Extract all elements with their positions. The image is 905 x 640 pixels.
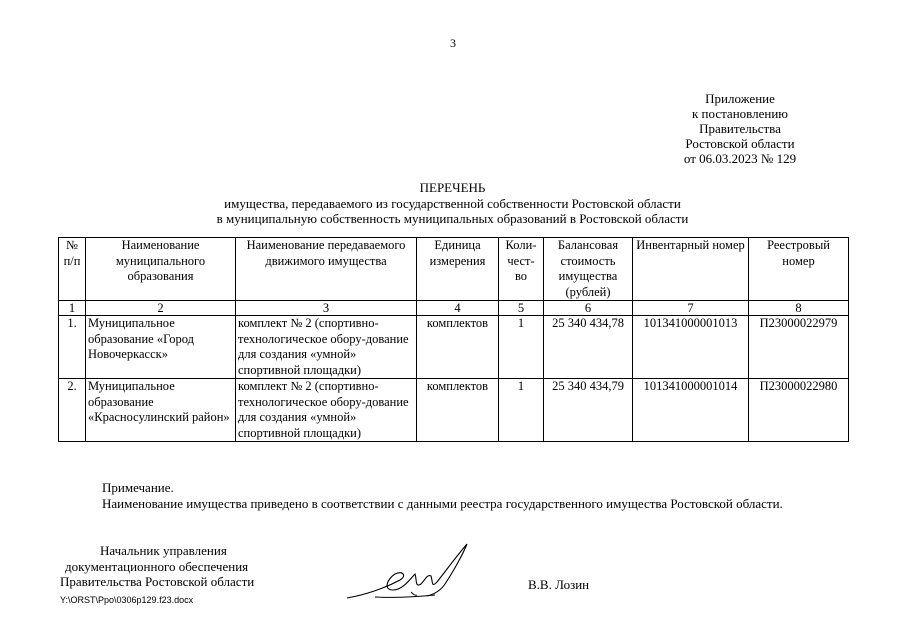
appendix-line: Правительства xyxy=(699,121,781,136)
column-number: 2 xyxy=(86,301,236,316)
column-number: 7 xyxy=(633,301,749,316)
property-cell: комплект № 2 (спортивно-технологическое обору-дование для создания «умной» спортивной площадки) xyxy=(236,316,417,379)
column-number: 5 xyxy=(499,301,544,316)
property-table xyxy=(58,237,849,442)
row-number: 2. xyxy=(59,379,86,442)
position-line: Правительства Ростовской области xyxy=(60,574,255,589)
row-number: 1. xyxy=(59,316,86,379)
appendix-line: к постановлению xyxy=(691,106,789,121)
property-cell: комплект № 2 (спортивно-технологическое обору-дование для создания «умной» спортивной площадки) xyxy=(236,379,417,442)
table-row xyxy=(59,379,849,442)
quantity-cell: 1 xyxy=(499,379,544,442)
column-number: 3 xyxy=(236,301,417,316)
municipality-cell: Муниципальное образование «Красносулинский район» xyxy=(86,379,236,442)
value-cell: 25 340 434,78 xyxy=(544,316,633,379)
note-title: Примечание. xyxy=(102,480,174,495)
quantity-cell: 1 xyxy=(499,316,544,379)
registry-cell: П23000022979 xyxy=(749,316,849,379)
header-cell: Коли- чест- во xyxy=(499,238,544,301)
municipality-cell: Муниципальное образование «Город Новочеркасск» xyxy=(86,316,236,379)
table-row xyxy=(59,316,849,379)
position-line: Начальник управления xyxy=(100,543,227,558)
note-text: Наименование имущества приведено в соответствии с данными реестра государственного имущества Ростовской области. xyxy=(102,495,783,511)
inventory-cell: 101341000001013 xyxy=(633,316,749,379)
column-number: 1 xyxy=(59,301,86,316)
document-heading xyxy=(140,180,765,227)
note-block xyxy=(60,480,845,511)
header-cell: Единица измерения xyxy=(417,238,499,301)
page-number: 3 xyxy=(450,36,456,50)
column-number: 8 xyxy=(749,301,849,316)
header-cell: Инвентарный номер xyxy=(633,238,749,301)
header-cell: Наименование муниципального образования xyxy=(86,238,236,301)
appendix-line: Приложение xyxy=(705,91,775,106)
document-subtitle-line: в муниципальную собственность муниципальных образований в Ростовской области xyxy=(216,211,689,226)
header-cell: № п/п xyxy=(59,238,86,301)
file-path: Y:\ORST\Ppo\0306p129.f23.docx xyxy=(60,595,194,605)
value-cell: 25 340 434,79 xyxy=(544,379,633,442)
column-number-row xyxy=(59,301,849,316)
header-cell: Наименование передаваемого движимого имущества xyxy=(236,238,417,301)
table-header-row xyxy=(59,238,849,301)
signatory-position xyxy=(60,543,254,590)
document-subtitle-line: имущества, передаваемого из государственной собственности Ростовской области xyxy=(224,195,681,211)
inventory-cell: 101341000001014 xyxy=(633,379,749,442)
column-number: 4 xyxy=(417,301,499,316)
appendix-line: от 06.03.2023 № 129 xyxy=(683,151,797,166)
appendix-block xyxy=(670,91,810,166)
registry-cell: П23000022980 xyxy=(749,379,849,442)
unit-cell: комплектов xyxy=(417,316,499,379)
header-cell: Балансовая стоимость имущества (рублей) xyxy=(544,238,633,301)
appendix-line: Ростовской области xyxy=(685,136,795,151)
signatory-name: В.В. Лозин xyxy=(528,577,590,592)
handwritten-signature xyxy=(345,540,475,607)
unit-cell: комплектов xyxy=(417,379,499,442)
header-cell: Реестровый номер xyxy=(749,238,849,301)
document-title: ПЕРЕЧЕНЬ xyxy=(419,180,486,195)
column-number: 6 xyxy=(544,301,633,316)
position-line: документационного обеспечения xyxy=(65,558,249,574)
